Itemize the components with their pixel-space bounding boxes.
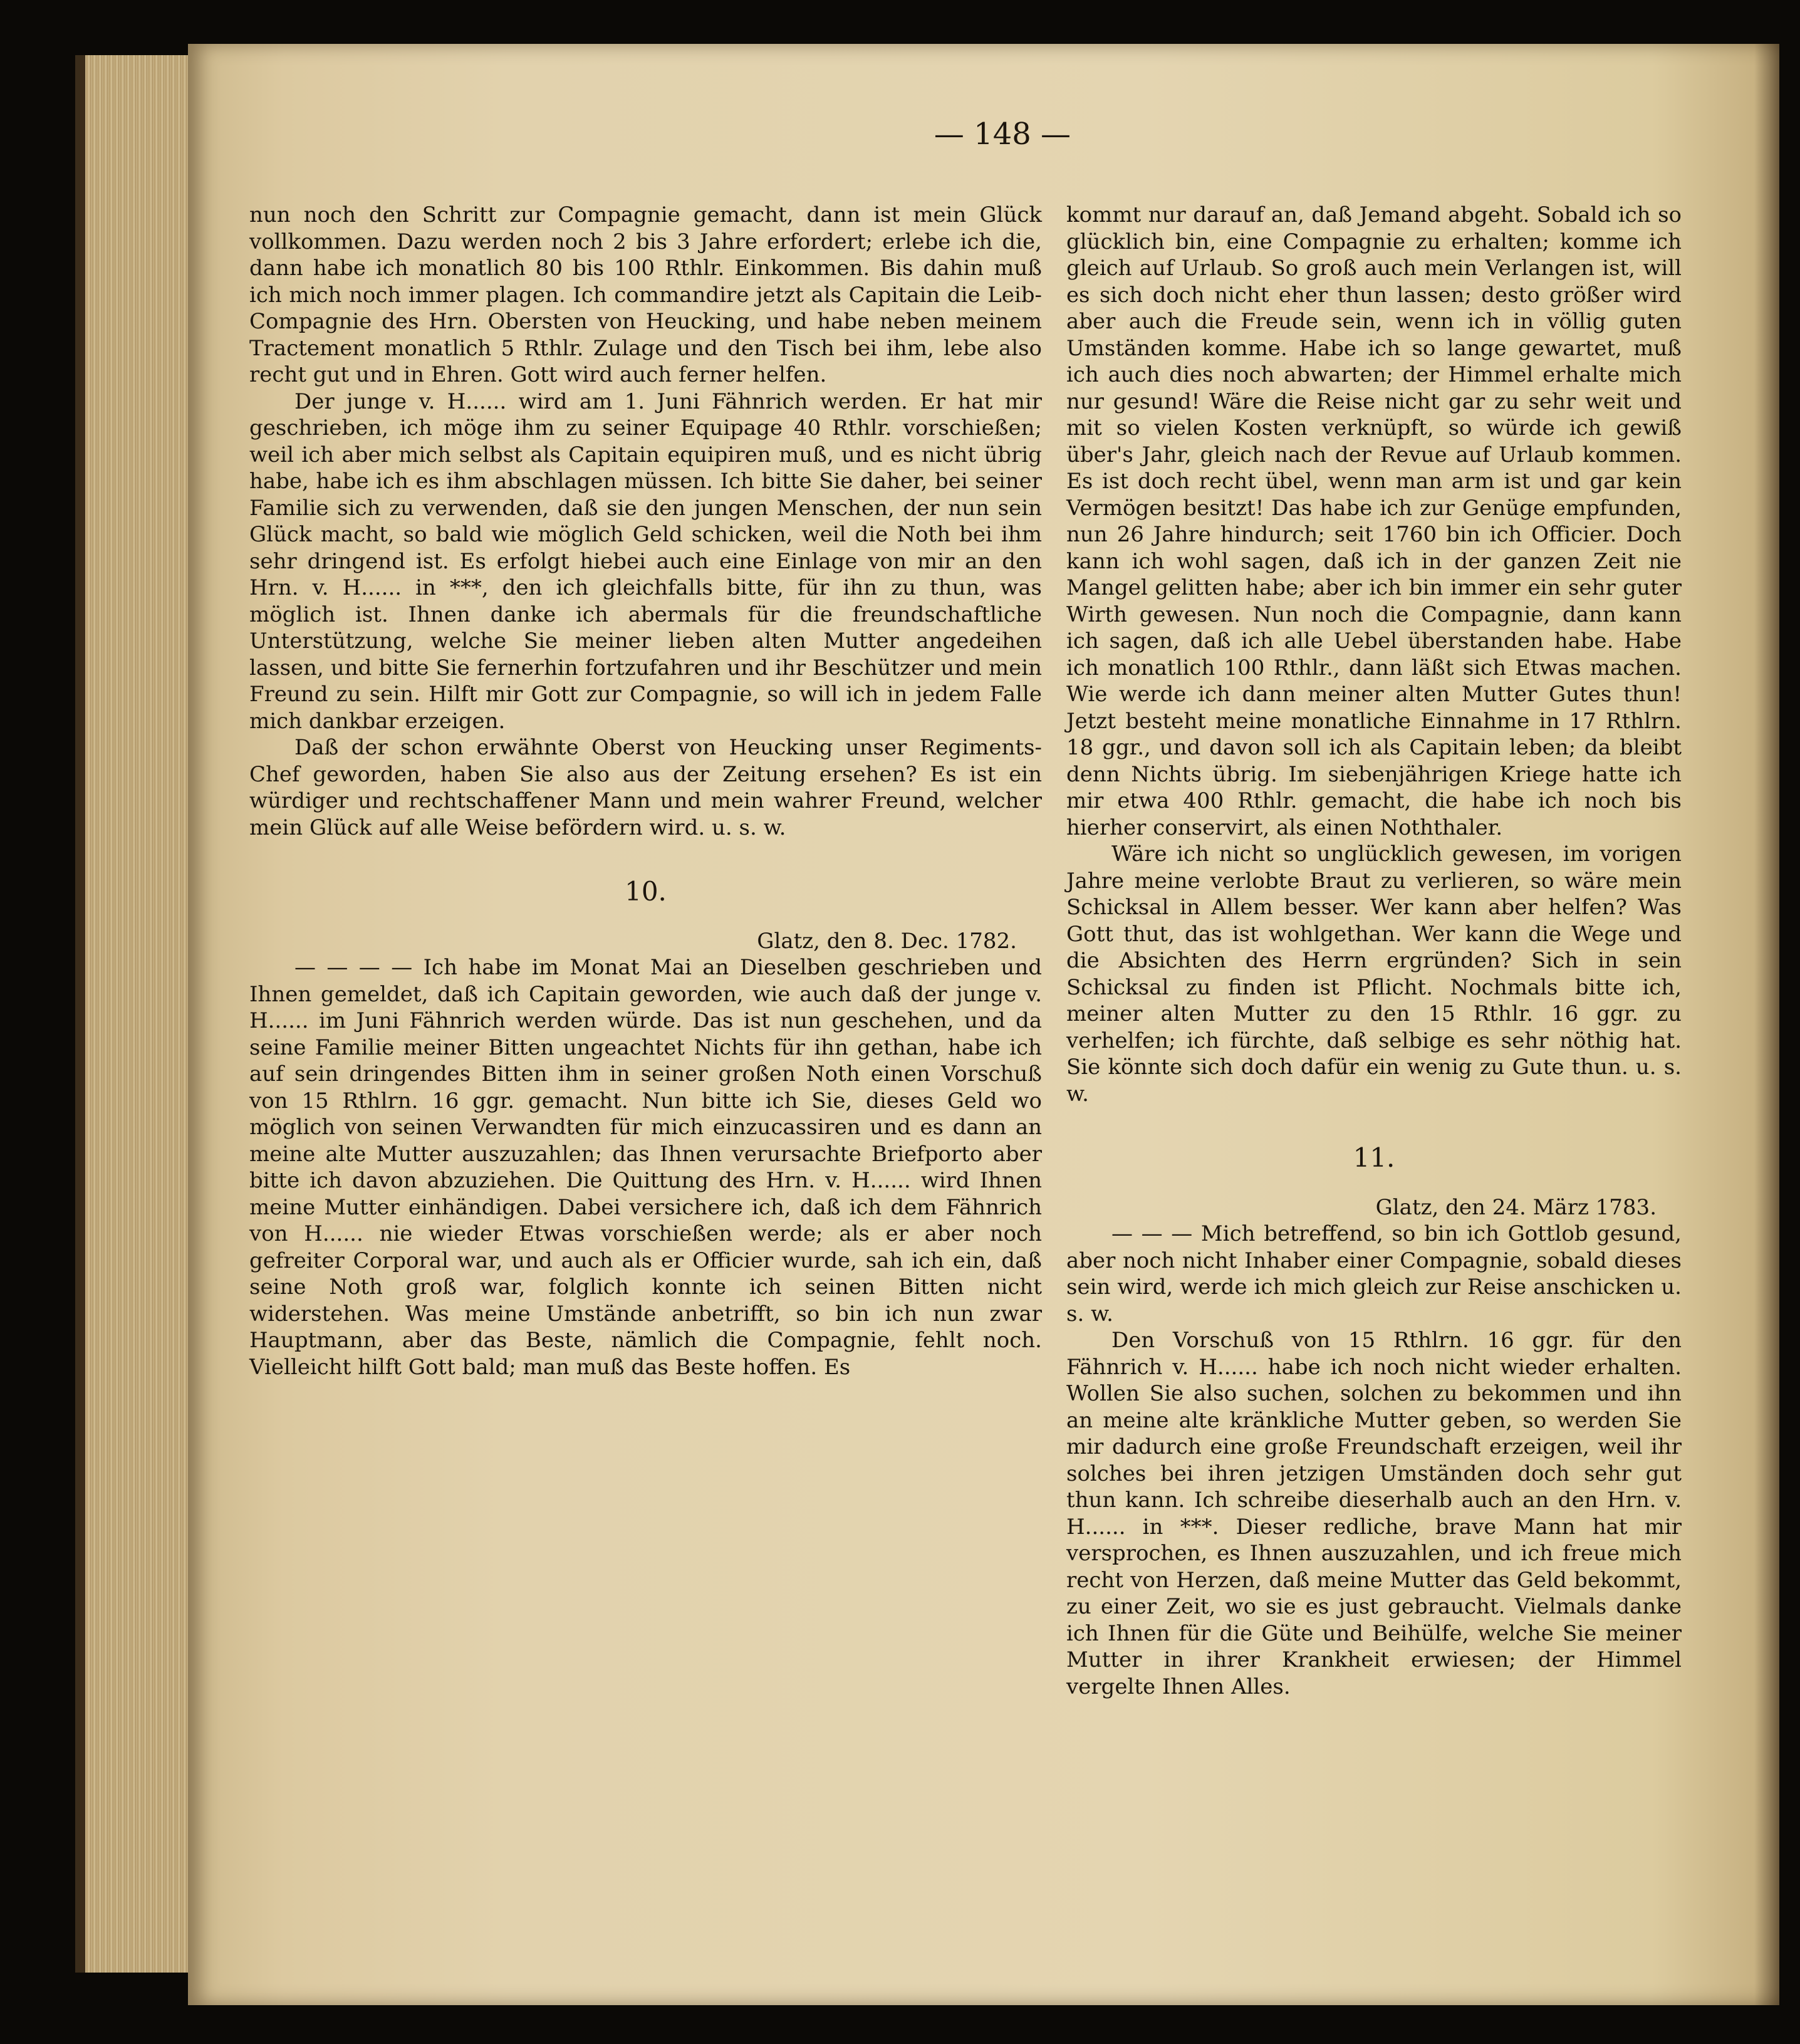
letter-11-heading: 11. xyxy=(1353,1142,1395,1173)
left-text-column xyxy=(249,202,1042,1380)
left-paragraph-3: Daß der schon erwähnte Oberst von Heucking unser Regiments-Chef geworden, haben Sie also aus der Zeitung ersehen? Es ist ein würdiger und rechtschaffener Mann und mein wahrer Freund, welcher mein Glück auf alle Weise befördern wird. u. s. w. xyxy=(249,735,1042,840)
letter-10-dateline: Glatz, den 8. Dec. 1782. xyxy=(757,928,1017,954)
letter-11-dateline: Glatz, den 24. März 1783. xyxy=(1375,1194,1657,1220)
right-text-column xyxy=(1066,202,1682,1700)
left-paragraph-1: nun noch den Schritt zur Compagnie gemacht, dann ist mein Glück vollkommen. Dazu werden noch 2 bis 3 Jahre erfordert; erlebe ich die, dann habe ich monatlich 80 bis 100 Rthlr. Einkommen. Bis dahin muß ich mich noch immer plagen. Ich commandire jetzt als Capitain die Leib-Compagnie des Hrn. Obersten von Heucking, und habe neben meinem Tractement monatlich 5 Rthlr. Zulage und den Tisch bei ihm, lebe also recht gut und in Ehren. Gott wird auch ferner helfen. xyxy=(249,202,1042,387)
right-paragraph-2: Wäre ich nicht so unglücklich gewesen, im vorigen Jahre meine verlobte Braut zu verlieren, so wäre mein Schicksal in Allem besser. Wer kann aber helfen? Was Gott thut, das ist wohlgethan. Wer kann die Wege und die Absichten des Herrn ergründen? Sich in sein Schicksal zu finden ist Pflicht. Nochmals bitte ich, meiner alten Mutter zu den 15 Rthlr. 16 ggr. zu verhelfen; ich fürchte, daß selbige es sehr nöthig hat. Sie könnte sich doch dafür ein wenig zu Gute thun. u. s. w. xyxy=(1066,842,1682,1107)
letter-11-paragraph-1: — — — Mich betreffend, so bin ich Gottlob gesund, aber noch nicht Inhaber einer Compagnie, sobald dieses sein wird, werde ich mich gleich zur Reise anschicken u. s. w. xyxy=(1066,1221,1682,1327)
letter-11-paragraph-2: Den Vorschuß von 15 Rthlrn. 16 ggr. für den Fähnrich v. H...... habe ich noch nicht wieder erhalten. Wollen Sie also suchen, solchen zu bekommen und ihn an meine alte kränkliche Mutter geben, so werden Sie mir dadurch eine große Freundschaft erzeigen, weil ihr solches bei ihren jetzigen Umständen doch sehr gut thun kann. Ich schreibe dieserhalb auch an den Hrn. v. H...... in ***. Dieser redliche, brave Mann hat mir versprochen, es Ihnen auszuzahlen, und ich freue mich recht von Herzen, daß meine Mutter das Geld bekommt, zu einer Zeit, wo sie es just gebraucht. Vielmals danke ich Ihnen für die Güte und Beihülfe, welche Sie meiner Mutter in ihrer Krankheit erwiesen; der Himmel vergelte Ihnen Alles. xyxy=(1066,1328,1682,1699)
page-gutter-shadow xyxy=(1754,44,1779,2005)
page-number: — 148 — xyxy=(934,117,1071,152)
right-paragraph-1: kommt nur darauf an, daß Jemand abgeht. Sobald ich so glücklich bin, eine Compagnie zu erhalten; komme ich gleich auf Urlaub. So groß auch mein Verlangen ist, will es sich doch nicht eher thun lassen; desto größer wird aber auch die Freude sein, wenn ich in völlig guten Umständen komme. Habe ich so lange gewartet, muß ich auch dies noch abwarten; der Himmel erhalte mich nur gesund! Wäre die Reise nicht gar zu sehr weit und mit so vielen Kosten verknüpft, so würde ich gewiß über's Jahr, gleich nach der Revue auf Urlaub kommen. Es ist doch recht übel, wenn man arm ist und gar kein Vermögen besitzt! Das habe ich zur Genüge empfunden, nun 26 Jahre hindurch; seit 1760 bin ich Officier. Doch kann ich wohl sagen, daß ich in der ganzen Zeit nie Mangel gelitten habe; aber ich bin immer ein sehr guter Wirth gewesen. Nun noch die Compagnie, dann kann ich sagen, daß ich alle Uebel überstanden habe. Habe ich monatlich 100 Rthlr., dann läßt sich Etwas machen. Wie werde ich dann meiner alten Mutter Gutes thun! Jetzt besteht meine monatliche Einnahme in 17 Rthlrn. 18 ggr., und davon soll ich als Capitain leben; da bleibt denn Nichts übrig. Im siebenjährigen Kriege hatte ich mir etwa 400 Rthlr. gemacht, die habe ich noch bis hierher conservirt, als einen Noththaler. xyxy=(1066,202,1682,840)
letter-10-paragraph-1: — — — — Ich habe im Monat Mai an Dieselben geschrieben und Ihnen gemeldet, daß ich Capitain geworden, wie auch daß der junge v. H...... im Juni Fähnrich werden würde. Das ist nun geschehen, und da seine Familie meiner Bitten ungeachtet Nichts für ihn gethan, habe ich auf sein dringendes Bitten ihm in seiner großen Noth einen Vorschuß von 15 Rthlrn. 16 ggr. gemacht. Nun bitte ich Sie, dieses Geld wo möglich von seinen Verwandten für mich einzucassiren und es dann an meine alte Mutter auszuzahlen; das Ihnen verursachte Briefporto aber bitte ich davon abzuziehen. Die Quittung des Hrn. v. H...... wird Ihnen meine Mutter einhändigen. Dabei versichere ich, daß ich dem Fähnrich von H...... nie wieder Etwas vorschießen werde; als er aber noch gefreiter Corporal war, und auch als er Officier wurde, sah ich ein, daß seine Noth groß war, folglich konnte ich seinen Bitten nicht widerstehen. Was meine Umstände anbetrifft, so bin ich nun zwar Hauptmann, aber das Beste, nämlich die Compagnie, fehlt noch. Vielleicht hilft Gott bald; man muß das Beste hoffen. Es xyxy=(249,955,1042,1380)
letter-10-heading: 10. xyxy=(625,876,667,907)
book-page-edges xyxy=(75,55,204,1973)
left-paragraph-2: Der junge v. H...... wird am 1. Juni Fähnrich werden. Er hat mir geschrieben, ich möge ihm zu seiner Equipage 40 Rthlr. vorschießen; weil ich aber mich selbst als Capitain equipiren muß, und es nicht übrig habe, habe ich es ihm abschlagen müssen. Ich bitte Sie daher, bei seiner Familie sich zu verwenden, daß sie den jungen Menschen, der nun sein Glück macht, so bald wie möglich Geld schicken, weil die Noth bei ihm sehr dringend ist. Es erfolgt hiebei auch eine Einlage von mir an den Hrn. v. H...... in ***, den ich gleichfalls bitte, für ihn zu thun, was möglich ist. Ihnen danke ich abermals für die freundschaftliche Unterstützung, welche Sie meiner lieben alten Mutter angedeihen lassen, und bitte Sie fernerhin fortzufahren und ihr Beschützer und mein Freund zu sein. Hilft mir Gott zur Compagnie, so will ich in jedem Falle mich dankbar erzeigen. xyxy=(249,388,1042,734)
